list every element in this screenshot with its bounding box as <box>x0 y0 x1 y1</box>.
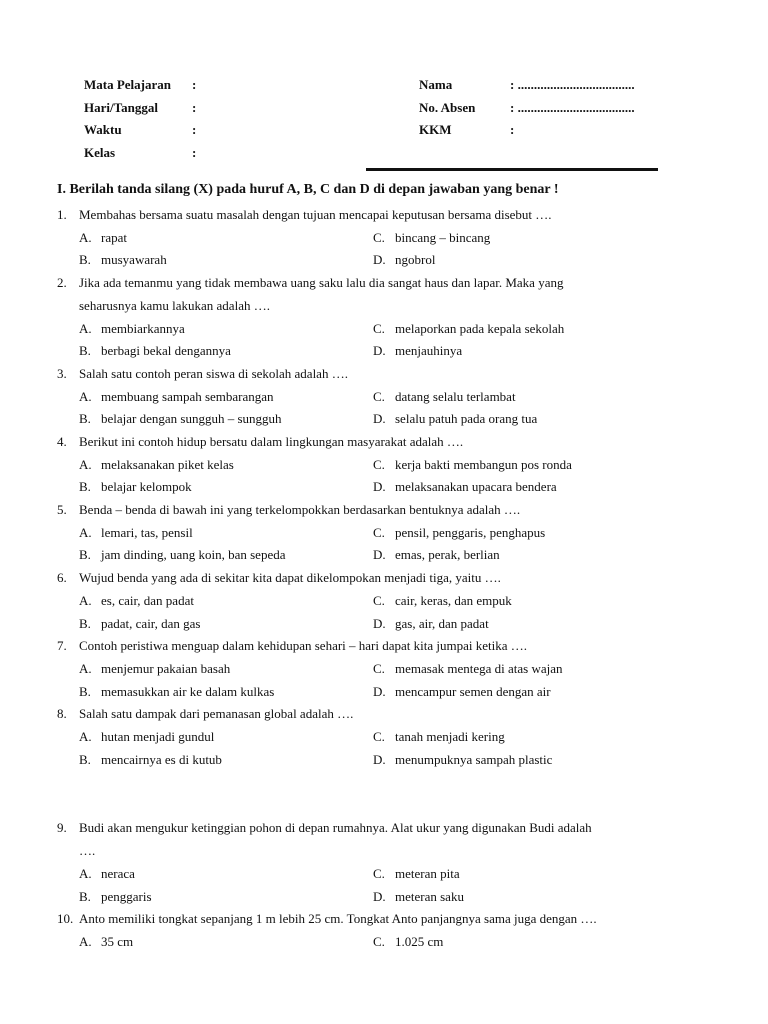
option-b[interactable]: B. berbagi bekal dengannya <box>79 343 231 359</box>
option-a[interactable]: A. neraca <box>79 865 135 881</box>
class-label: Kelas <box>84 144 116 160</box>
option-d[interactable]: D. meteran saku <box>373 888 464 904</box>
question-number: 7. <box>57 638 67 654</box>
option-c[interactable]: C. tanah menjadi kering <box>373 729 505 745</box>
question-text: Wujud benda yang ada di sekitar kita dapat dikelompokan menjadi tiga, yaitu …. <box>79 570 501 586</box>
question-text: Anto memiliki tongkat sepanjang 1 m lebih 25 cm. Tongkat Anto panjangnya sama juga dengan …. <box>79 911 597 927</box>
question-6 <box>57 567 685 635</box>
question-9 <box>57 817 685 908</box>
header-divider <box>366 168 658 171</box>
question-text: Contoh peristiwa menguap dalam kehidupan sehari – hari dapat kita jumpai ketika …. <box>79 638 528 654</box>
time-label: Waktu <box>84 122 122 137</box>
option-c[interactable]: C. cair, keras, dan empuk <box>373 592 512 608</box>
class-field: : <box>192 144 197 160</box>
option-d[interactable]: D. menjauhinya <box>373 343 463 359</box>
option-b[interactable]: B. jam dinding, uang koin, ban sepeda <box>79 547 286 563</box>
option-d[interactable]: D. melaksanakan upacara bendera <box>373 479 557 495</box>
option-a[interactable]: A. membuang sampah sembarangan <box>79 388 274 404</box>
question-7 <box>57 635 685 703</box>
date-field: : <box>192 99 197 115</box>
question-text: Jika ada temanmu yang tidak membawa uang saku lalu dia sangat haus dan lapar. Maka yang <box>79 275 564 291</box>
option-a[interactable]: A. membiarkannya <box>79 320 185 336</box>
option-d[interactable]: D. menumpuknya sampah plastic <box>373 751 553 767</box>
question-text-continued: …. <box>79 843 96 859</box>
question-8 <box>57 703 685 771</box>
option-c[interactable]: C. melaporkan pada kepala sekolah <box>373 320 565 336</box>
name-field: : .................................... <box>510 77 635 92</box>
header-row <box>84 100 658 123</box>
question-4 <box>57 431 685 499</box>
question-3 <box>57 363 685 431</box>
option-d[interactable]: D. emas, perak, berlian <box>373 547 500 563</box>
option-b[interactable]: B. musyawarah <box>79 252 167 268</box>
question-list <box>57 204 685 954</box>
question-text: Membahas bersama suatu masalah dengan tujuan mencapai keputusan bersama disebut …. <box>79 207 552 222</box>
option-c[interactable]: C. pensil, penggaris, penghapus <box>373 524 546 540</box>
option-b[interactable]: B. padat, cair, dan gas <box>79 615 201 631</box>
question-number: 10. <box>57 911 74 927</box>
question-number: 1. <box>57 207 67 222</box>
option-a[interactable]: A. 35 cm <box>79 933 134 949</box>
question-text: Salah satu contoh peran siswa di sekolah adalah …. <box>79 365 348 381</box>
header-row <box>84 145 658 168</box>
absen-label: No. Absen <box>419 99 476 115</box>
option-b[interactable]: B. penggaris <box>79 888 152 904</box>
question-text: Budi akan mengukur ketinggian pohon di depan rumahnya. Alat ukur yang digunakan Budi adalah <box>79 820 592 836</box>
header-row <box>84 122 658 145</box>
question-10 <box>57 908 685 953</box>
date-label: Hari/Tanggal <box>84 99 158 115</box>
question-text-continued: seharusnya kamu lakukan adalah …. <box>79 297 270 313</box>
option-c[interactable]: C. bincang – bincang <box>373 229 491 245</box>
question-number: 9. <box>57 820 67 836</box>
question-number: 3. <box>57 365 67 381</box>
absen-field: : .................................... <box>510 99 635 115</box>
option-a[interactable]: A. hutan menjadi gundul <box>79 729 215 745</box>
option-c[interactable]: C. kerja bakti membangun pos ronda <box>373 456 572 472</box>
option-a[interactable]: A. es, cair, dan padat <box>79 592 194 608</box>
option-a[interactable]: A. rapat <box>79 229 127 245</box>
time-field: : <box>192 122 197 137</box>
question-number: 5. <box>57 502 67 518</box>
option-d[interactable]: D. gas, air, dan padat <box>373 615 489 631</box>
subject-field: : <box>192 77 197 92</box>
option-c[interactable]: C. meteran pita <box>373 865 460 881</box>
kkm-field: : <box>510 122 515 137</box>
question-number: 4. <box>57 433 67 449</box>
option-a[interactable]: A. menjemur pakaian basah <box>79 660 231 676</box>
option-a[interactable]: A. lemari, tas, pensil <box>79 524 193 540</box>
kkm-label: KKM <box>419 122 452 137</box>
option-c[interactable]: C. memasak mentega di atas wajan <box>373 660 563 676</box>
option-d[interactable]: D. selalu patuh pada orang tua <box>373 411 538 427</box>
section-gap <box>57 771 685 817</box>
question-number: 2. <box>57 275 67 291</box>
option-c[interactable]: C. 1.025 cm <box>373 933 444 949</box>
section-instruction: I. Berilah tanda silang (X) pada huruf A, B, C dan D di depan jawaban yang benar ! <box>57 182 559 197</box>
option-d[interactable]: D. ngobrol <box>373 252 436 268</box>
option-b[interactable]: B. memasukkan air ke dalam kulkas <box>79 683 275 699</box>
option-b[interactable]: B. belajar kelompok <box>79 479 192 495</box>
question-text: Berikut ini contoh hidup bersatu dalam lingkungan masyarakat adalah …. <box>79 433 464 449</box>
option-d[interactable]: D. mencampur semen dengan air <box>373 683 551 699</box>
question-text: Benda – benda di bawah ini yang terkelompokkan berdasarkan bentuknya adalah …. <box>79 502 521 518</box>
header-row <box>84 77 658 100</box>
question-2 <box>57 272 685 363</box>
subject-label: Mata Pelajaran <box>84 77 172 92</box>
question-number: 8. <box>57 706 67 722</box>
option-b[interactable]: B. belajar dengan sungguh – sungguh <box>79 411 282 427</box>
question-text: Salah satu dampak dari pemanasan global adalah …. <box>79 706 354 722</box>
question-5 <box>57 499 685 567</box>
name-label: Nama <box>419 77 453 92</box>
option-a[interactable]: A. melaksanakan piket kelas <box>79 456 234 472</box>
exam-header <box>84 77 658 167</box>
question-1 <box>57 204 685 272</box>
question-number: 6. <box>57 570 67 586</box>
option-b[interactable]: B. mencairnya es di kutub <box>79 751 222 767</box>
option-c[interactable]: C. datang selalu terlambat <box>373 388 516 404</box>
